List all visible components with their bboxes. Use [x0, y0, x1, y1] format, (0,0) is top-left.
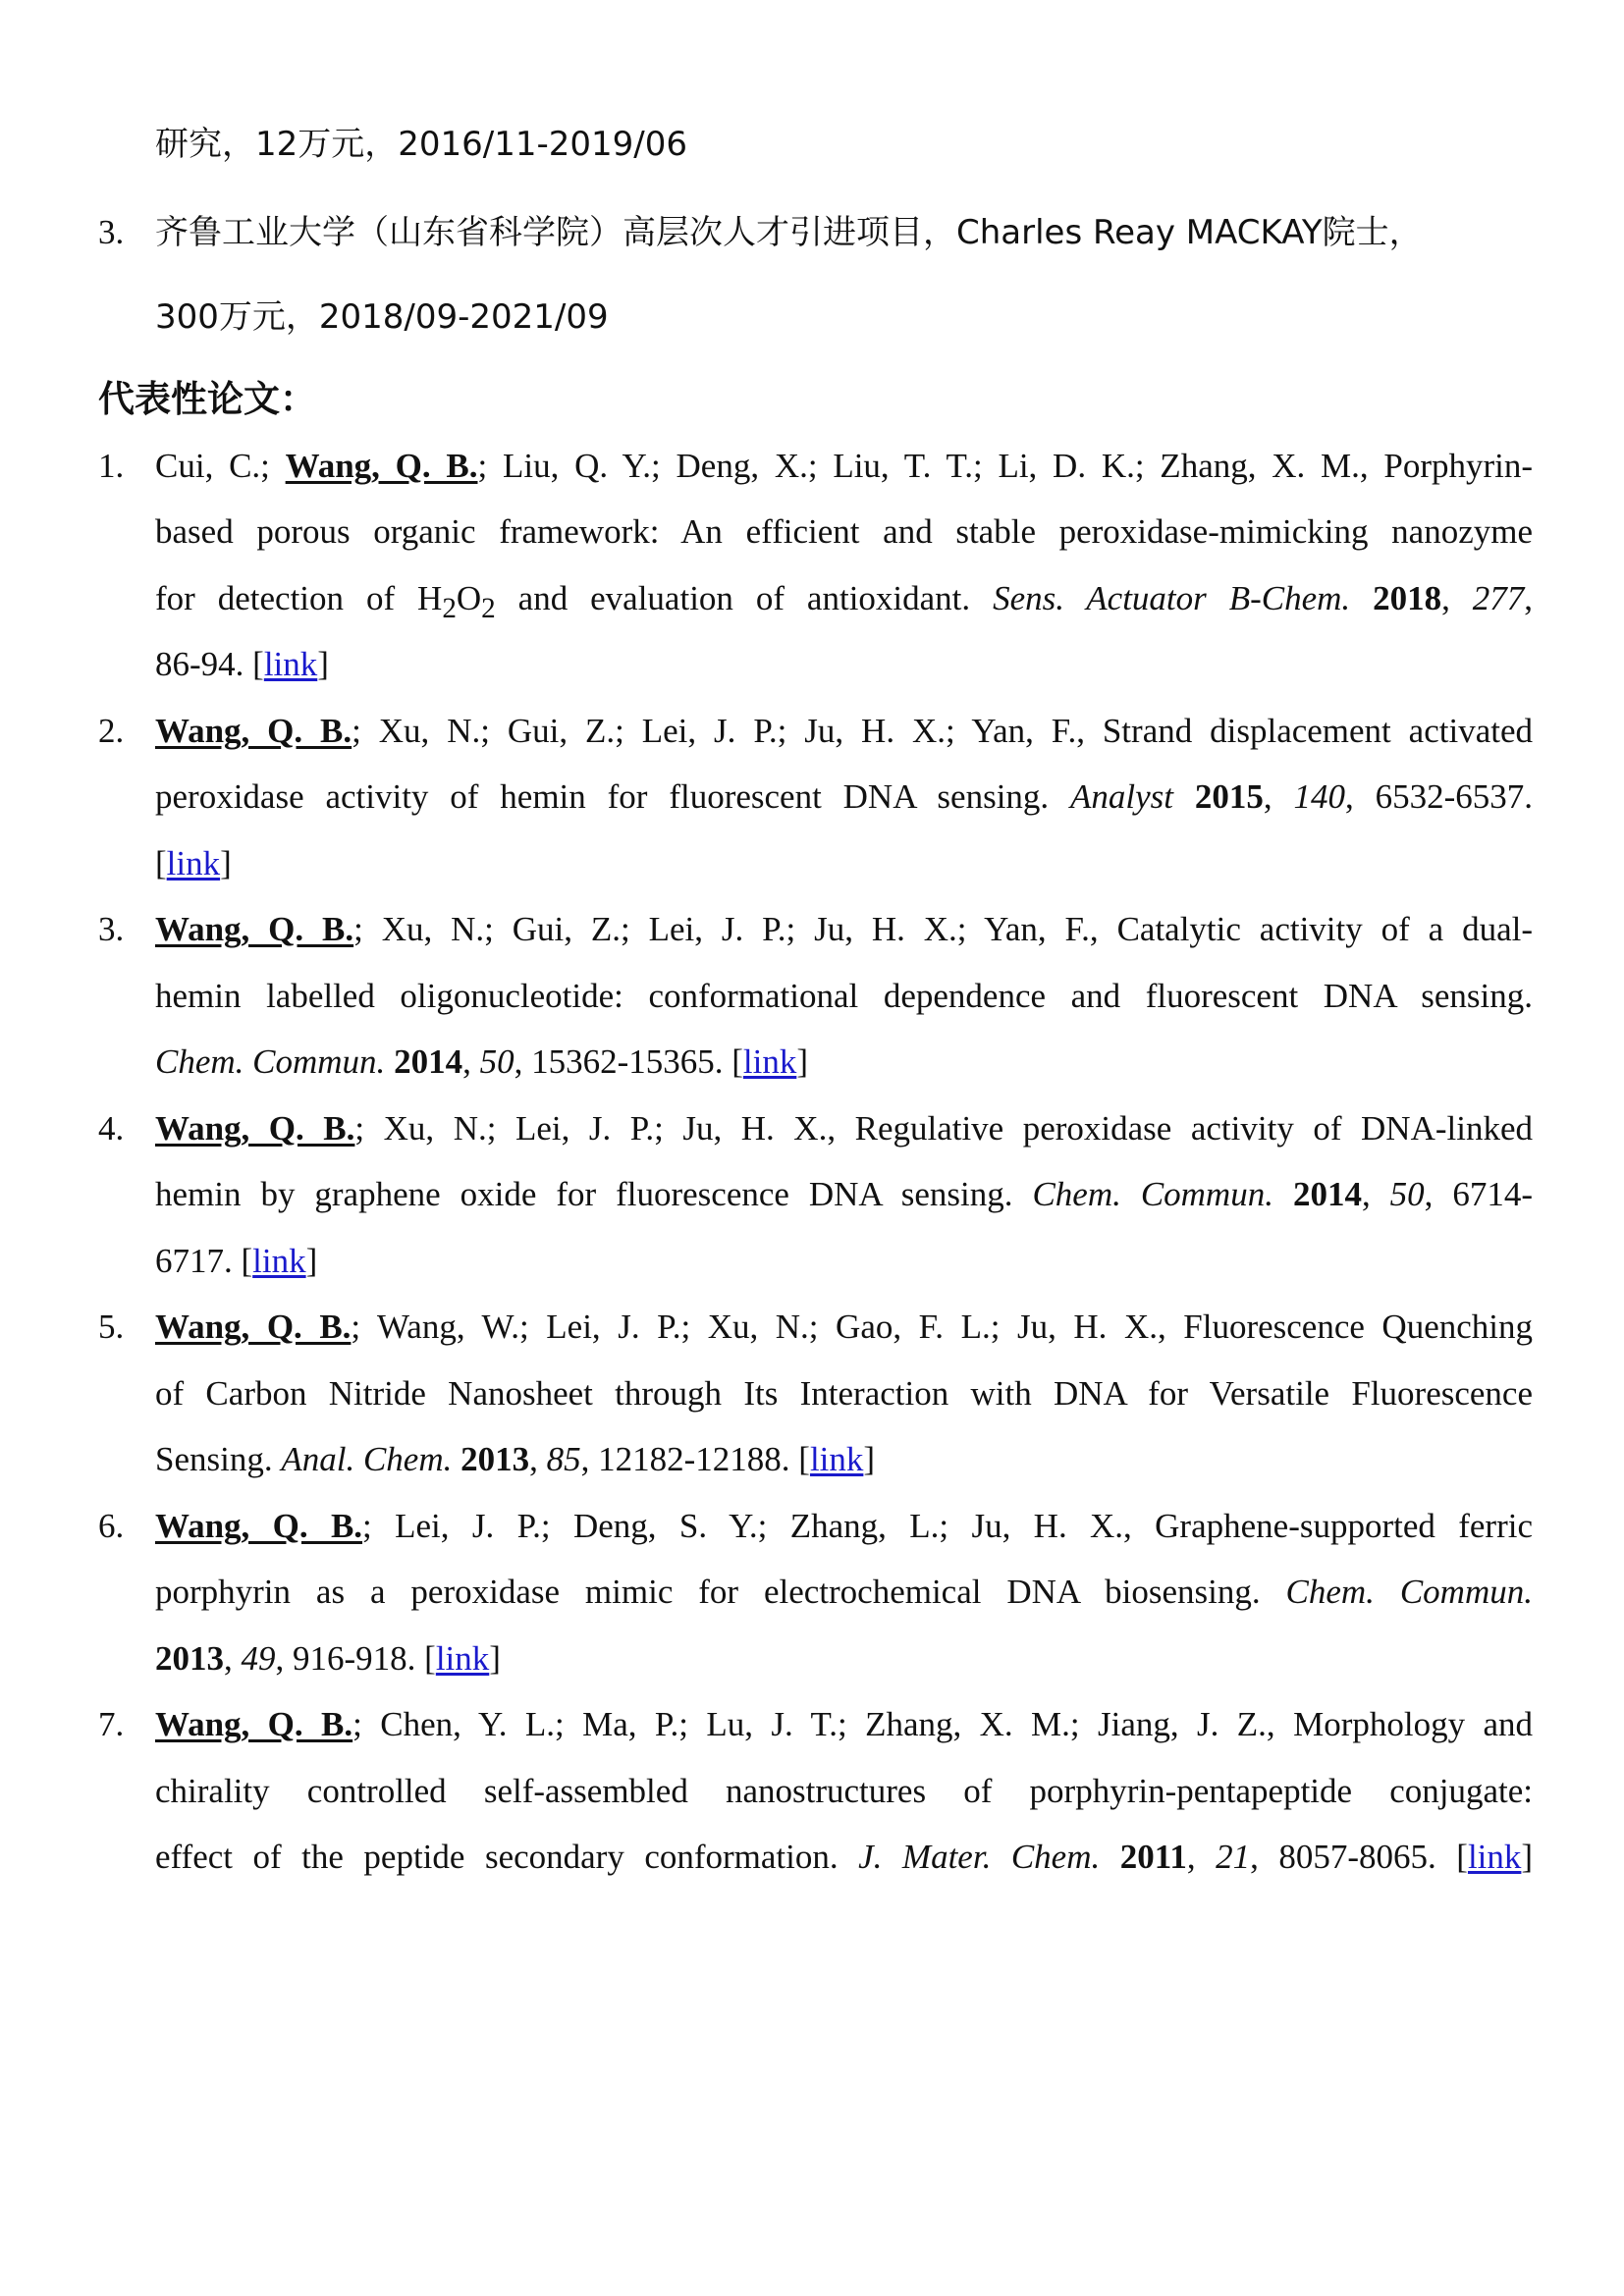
- paper-6-line-2: [155, 1570, 1533, 1615]
- author-list-text: ; Xu, N.; Lei, J. P.; Ju, H. X., Regulative peroxidase activity of DNA-linked: [354, 1109, 1533, 1148]
- paper-7-line-2: chirality controlled self-assembled nanostructures of porphyrin-pentapeptide conjugate:: [155, 1772, 1533, 1810]
- pages: 8057-8065.: [1278, 1838, 1436, 1876]
- title-text: Sensing.: [155, 1440, 282, 1478]
- paper-link[interactable]: link: [742, 1042, 797, 1081]
- title-text: for detection of H: [155, 579, 443, 617]
- paper-5-line-1: [155, 1305, 1533, 1350]
- paper-number: 5.: [98, 1308, 125, 1346]
- grant-item-3-line-2: 300万元，2018/09-2021/09: [155, 297, 609, 337]
- paper-7-line-3: effect of the peptide secondary conformation. J. Mater. Chem. 2011, 21, 8057-8065. [link]: [155, 1838, 1534, 1876]
- title-text: hemin by graphene oxide for fluorescence DNA sensing.: [155, 1175, 1033, 1213]
- author-list-text: ; Chen, Y. L.; Ma, P.; Lu, J. T.; Zhang, X. M.; Jiang, J. Z., Morphology and: [352, 1705, 1533, 1743]
- paper-1-line-1: [155, 444, 1533, 489]
- paper-link[interactable]: link: [166, 844, 221, 882]
- paper-2-line-2: peroxidase activity of hemin for fluorescent DNA sensing. Analyst 2015, 140, 6532-6537.: [155, 777, 1533, 816]
- pages: 6714-: [1452, 1175, 1534, 1213]
- pages: 12182-12188.: [598, 1440, 790, 1478]
- title-text: peroxidase activity of hemin for fluorescent DNA sensing.: [155, 777, 1071, 816]
- highlighted-author: Wang, Q. B.: [155, 910, 354, 948]
- paper-4-line-3: 6717. [link]: [155, 1242, 318, 1280]
- papers-heading: 代表性论文：: [98, 378, 316, 420]
- highlighted-author: Wang, Q. B.: [155, 1109, 355, 1148]
- publication-year: 2015: [1194, 777, 1264, 816]
- volume: 49: [241, 1639, 276, 1678]
- title-text: O: [456, 579, 482, 617]
- volume: 277: [1472, 579, 1525, 617]
- paper-3-line-1: [155, 907, 1533, 952]
- publication-year: 2013: [460, 1440, 530, 1478]
- paper-4-line-2: hemin by graphene oxide for fluorescence DNA sensing. Chem. Commun. 2014, 50, 6714-: [155, 1175, 1534, 1213]
- paper-number: 4.: [98, 1109, 125, 1148]
- paper-5-line-2: of Carbon Nitride Nanosheet through Its Interaction with DNA for Versatile Fluorescence: [155, 1374, 1533, 1413]
- journal-name: Chem. Commun.: [1032, 1175, 1273, 1213]
- paper-link[interactable]: link: [809, 1440, 864, 1478]
- paper-link[interactable]: link: [252, 1242, 306, 1280]
- paper-2-line-3: [link]: [155, 844, 232, 882]
- publication-year: 2013: [155, 1639, 224, 1678]
- publication-year: 2014: [394, 1042, 463, 1081]
- author-list-text: ; Wang, W.; Lei, J. P.; Xu, N.; Gao, F. L.; Ju, H. X., Fluorescence Quenching: [351, 1308, 1533, 1346]
- grant-item-3-line-1: 齐鲁工业大学（山东省科学院）高层次人才引进项目，Charles Reay MACKAY院士，: [155, 213, 1423, 252]
- pages: 916-918.: [293, 1639, 416, 1678]
- paper-number: 6.: [98, 1507, 125, 1545]
- paper-6-line-3: 2013, 49, 916-918. [link]: [155, 1639, 501, 1678]
- highlighted-author: Wang, Q. B.: [155, 1308, 352, 1346]
- author-list-text: ; Lei, J. P.; Deng, S. Y.; Zhang, L.; Ju, H. X., Graphene-supported ferric: [362, 1507, 1533, 1545]
- grant-item-2-continuation: 研究，12万元，2016/11-2019/06: [155, 125, 688, 164]
- pages: 6717.: [155, 1242, 233, 1280]
- paper-1-line-2: based porous organic framework: An efficient and stable peroxidase-mimicking nanozyme: [155, 512, 1533, 551]
- subscript: 2: [442, 593, 457, 624]
- journal-name: J. Mater. Chem.: [858, 1838, 1101, 1876]
- publication-year: 2011: [1119, 1838, 1187, 1876]
- paper-link[interactable]: link: [263, 645, 318, 683]
- grant-item-number: 3.: [98, 213, 125, 251]
- publication-year: 2018: [1373, 579, 1442, 617]
- paper-number: 2.: [98, 712, 125, 750]
- paper-3-line-2: hemin labelled oligonucleotide: conformational dependence and fluorescent DNA sensing.: [155, 977, 1533, 1015]
- volume: 50: [479, 1042, 514, 1081]
- journal-name: Chem. Commun.: [155, 1042, 386, 1081]
- author-list-text: ; Xu, N.; Gui, Z.; Lei, J. P.; Ju, H. X.; Yan, F., Strand displacement activated: [352, 712, 1533, 750]
- pages: 15362-15365.: [531, 1042, 724, 1081]
- paper-5-line-3: Sensing. Anal. Chem. 2013, 85, 12182-12188. [link]: [155, 1440, 876, 1478]
- paper-2-line-1: [155, 709, 1533, 754]
- paper-4-line-1: [155, 1106, 1533, 1151]
- paper-6-line-1: [155, 1504, 1533, 1549]
- volume: 140: [1293, 777, 1345, 816]
- subscript: 2: [481, 593, 496, 624]
- highlighted-author: Wang, Q. B.: [285, 447, 478, 485]
- title-text: and evaluation of antioxidant.: [495, 579, 994, 617]
- paper-3-line-3: Chem. Commun. 2014, 50, 15362-15365. [link]: [155, 1042, 808, 1081]
- volume: 50: [1389, 1175, 1425, 1213]
- volume: 85: [546, 1440, 581, 1478]
- paper-number: 1.: [98, 447, 125, 485]
- paper-1-line-3: for detection of $H_2O_2$ and evaluation of antioxidant. Sens. Actuator B-Chem. 2018, 277,: [155, 579, 1534, 624]
- paper-link[interactable]: link: [1467, 1838, 1522, 1876]
- volume: 21: [1216, 1838, 1251, 1876]
- title-text: effect of the peptide secondary conformation.: [155, 1838, 859, 1876]
- paper-number: 3.: [98, 910, 125, 948]
- highlighted-author: Wang, Q. B.: [155, 1705, 353, 1743]
- coauthor-text: Cui, C.;: [155, 447, 286, 485]
- author-list-text: ; Xu, N.; Gui, Z.; Lei, J. P.; Ju, H. X.; Yan, F., Catalytic activity of a dual-: [353, 910, 1534, 948]
- journal-name: Sens. Actuator B-Chem.: [993, 579, 1351, 617]
- paper-link[interactable]: link: [435, 1639, 490, 1678]
- journal-name: Anal. Chem.: [281, 1440, 453, 1478]
- paper-7-line-1: [155, 1702, 1533, 1747]
- highlighted-author: Wang, Q. B.: [155, 712, 352, 750]
- paper-1-line-4: 86-94. [link]: [155, 645, 329, 683]
- pages: 6532-6537.: [1375, 777, 1533, 816]
- paper-number: 7.: [98, 1705, 125, 1743]
- journal-name: Chem. Commun.: [1285, 1573, 1533, 1611]
- journal-name: Analyst: [1070, 777, 1174, 816]
- author-list-text: ; Liu, Q. Y.; Deng, X.; Liu, T. T.; Li, D. K.; Zhang, X. M., Porphyrin-: [477, 447, 1534, 485]
- title-text: porphyrin as a peroxidase mimic for electrochemical DNA biosensing.: [155, 1573, 1286, 1611]
- highlighted-author: Wang, Q. B.: [155, 1507, 363, 1545]
- pages: 86-94.: [155, 645, 244, 683]
- publication-year: 2014: [1292, 1175, 1362, 1213]
